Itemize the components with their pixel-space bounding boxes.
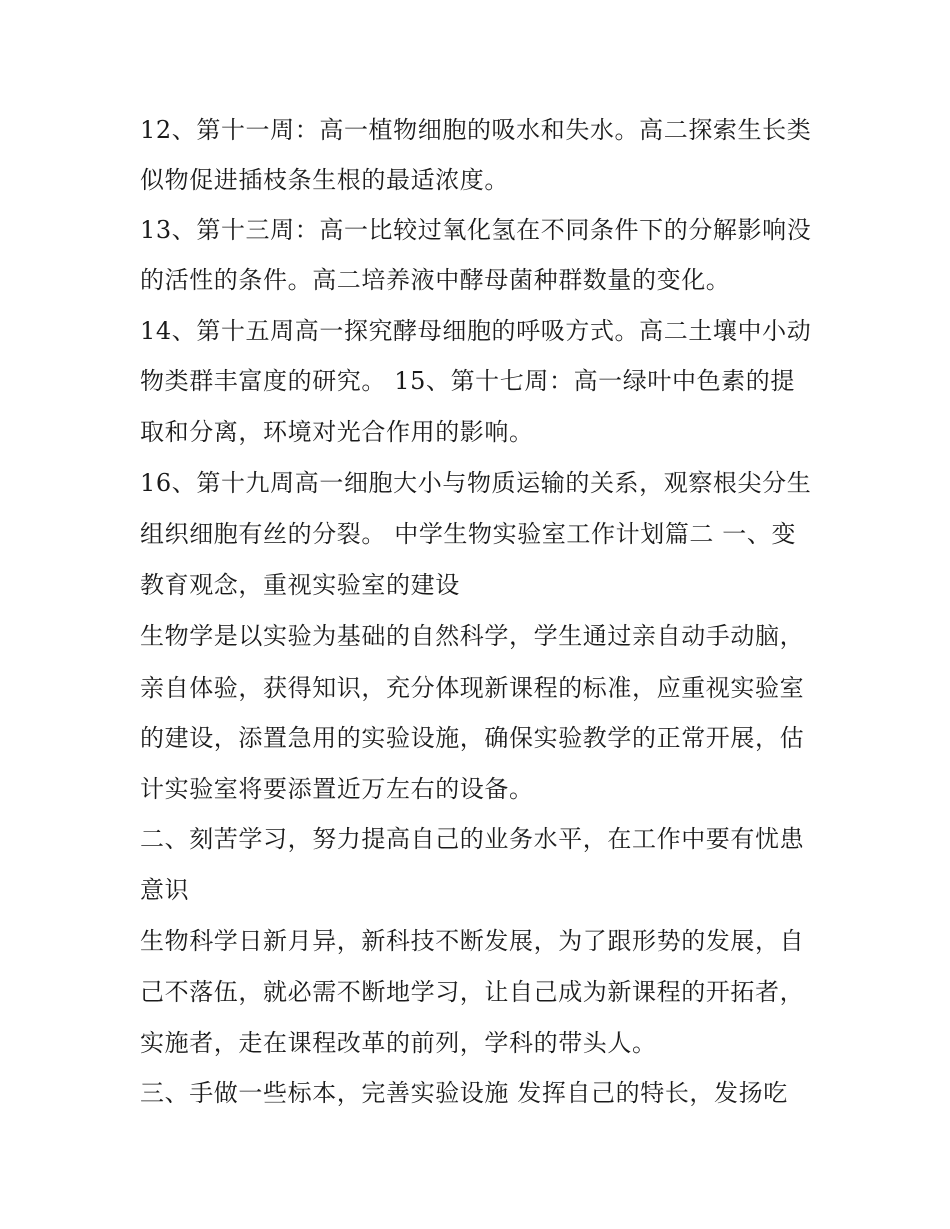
text-line: 13、第十三周：高一比较过氧化氢在不同条件下的分解影响没 (140, 216, 812, 244)
text-line: 二、刻苦学习，努力提高自己的业务水平，在工作中要有忧患 (140, 825, 805, 853)
text-line: 14、第十五周高一探究酵母细胞的呼吸方式。高二土壤中小动 (140, 317, 812, 345)
text-line: 生物科学日新月异，新科技不断发展，为了跟形势的发展，自 (140, 927, 805, 955)
text-line: 教育观念，重视实验室的建设 (140, 571, 460, 599)
text-line: 的活性的条件。高二培养液中酵母菌种群数量的变化。 (140, 266, 731, 294)
text-line: 意识 (140, 876, 190, 904)
text-line: 取和分离，环境对光合作用的影响。 (140, 418, 534, 446)
text-line: 12、第十一周：高一植物细胞的吸水和失水。高二探索生长类 (140, 116, 812, 144)
text-line: 生物学是以实验为基础的自然科学，学生通过亲自动手动脑， (140, 622, 805, 650)
text-line: 实施者，走在课程改革的前列，学科的带头人。 (140, 1029, 657, 1057)
text-line: 似物促进插枝条生根的最适浓度。 (140, 166, 509, 194)
text-line: 的建设，添置急用的实验设施，确保实验教学的正常开展，估 (140, 724, 805, 752)
text-line: 16、第十九周高一细胞大小与物质运输的关系，观察根尖分生 (140, 469, 812, 497)
text-line: 计实验室将要添置近万左右的设备。 (140, 775, 534, 803)
text-line: 己不落伍，就必需不断地学习，让自己成为新课程的开拓者， (140, 978, 805, 1006)
text-line: 组织细胞有丝的分裂。 中学生物实验室工作计划篇二 一、变 (140, 520, 797, 548)
text-line: 亲自体验，获得知识，充分体现新课程的标准，应重视实验室 (140, 674, 805, 702)
text-line: 三、手做一些标本，完善实验设施 发挥自己的特长，发扬吃 (140, 1079, 788, 1107)
text-line: 物类群丰富度的研究。 15、第十七周：高一绿叶中色素的提 (140, 367, 795, 395)
